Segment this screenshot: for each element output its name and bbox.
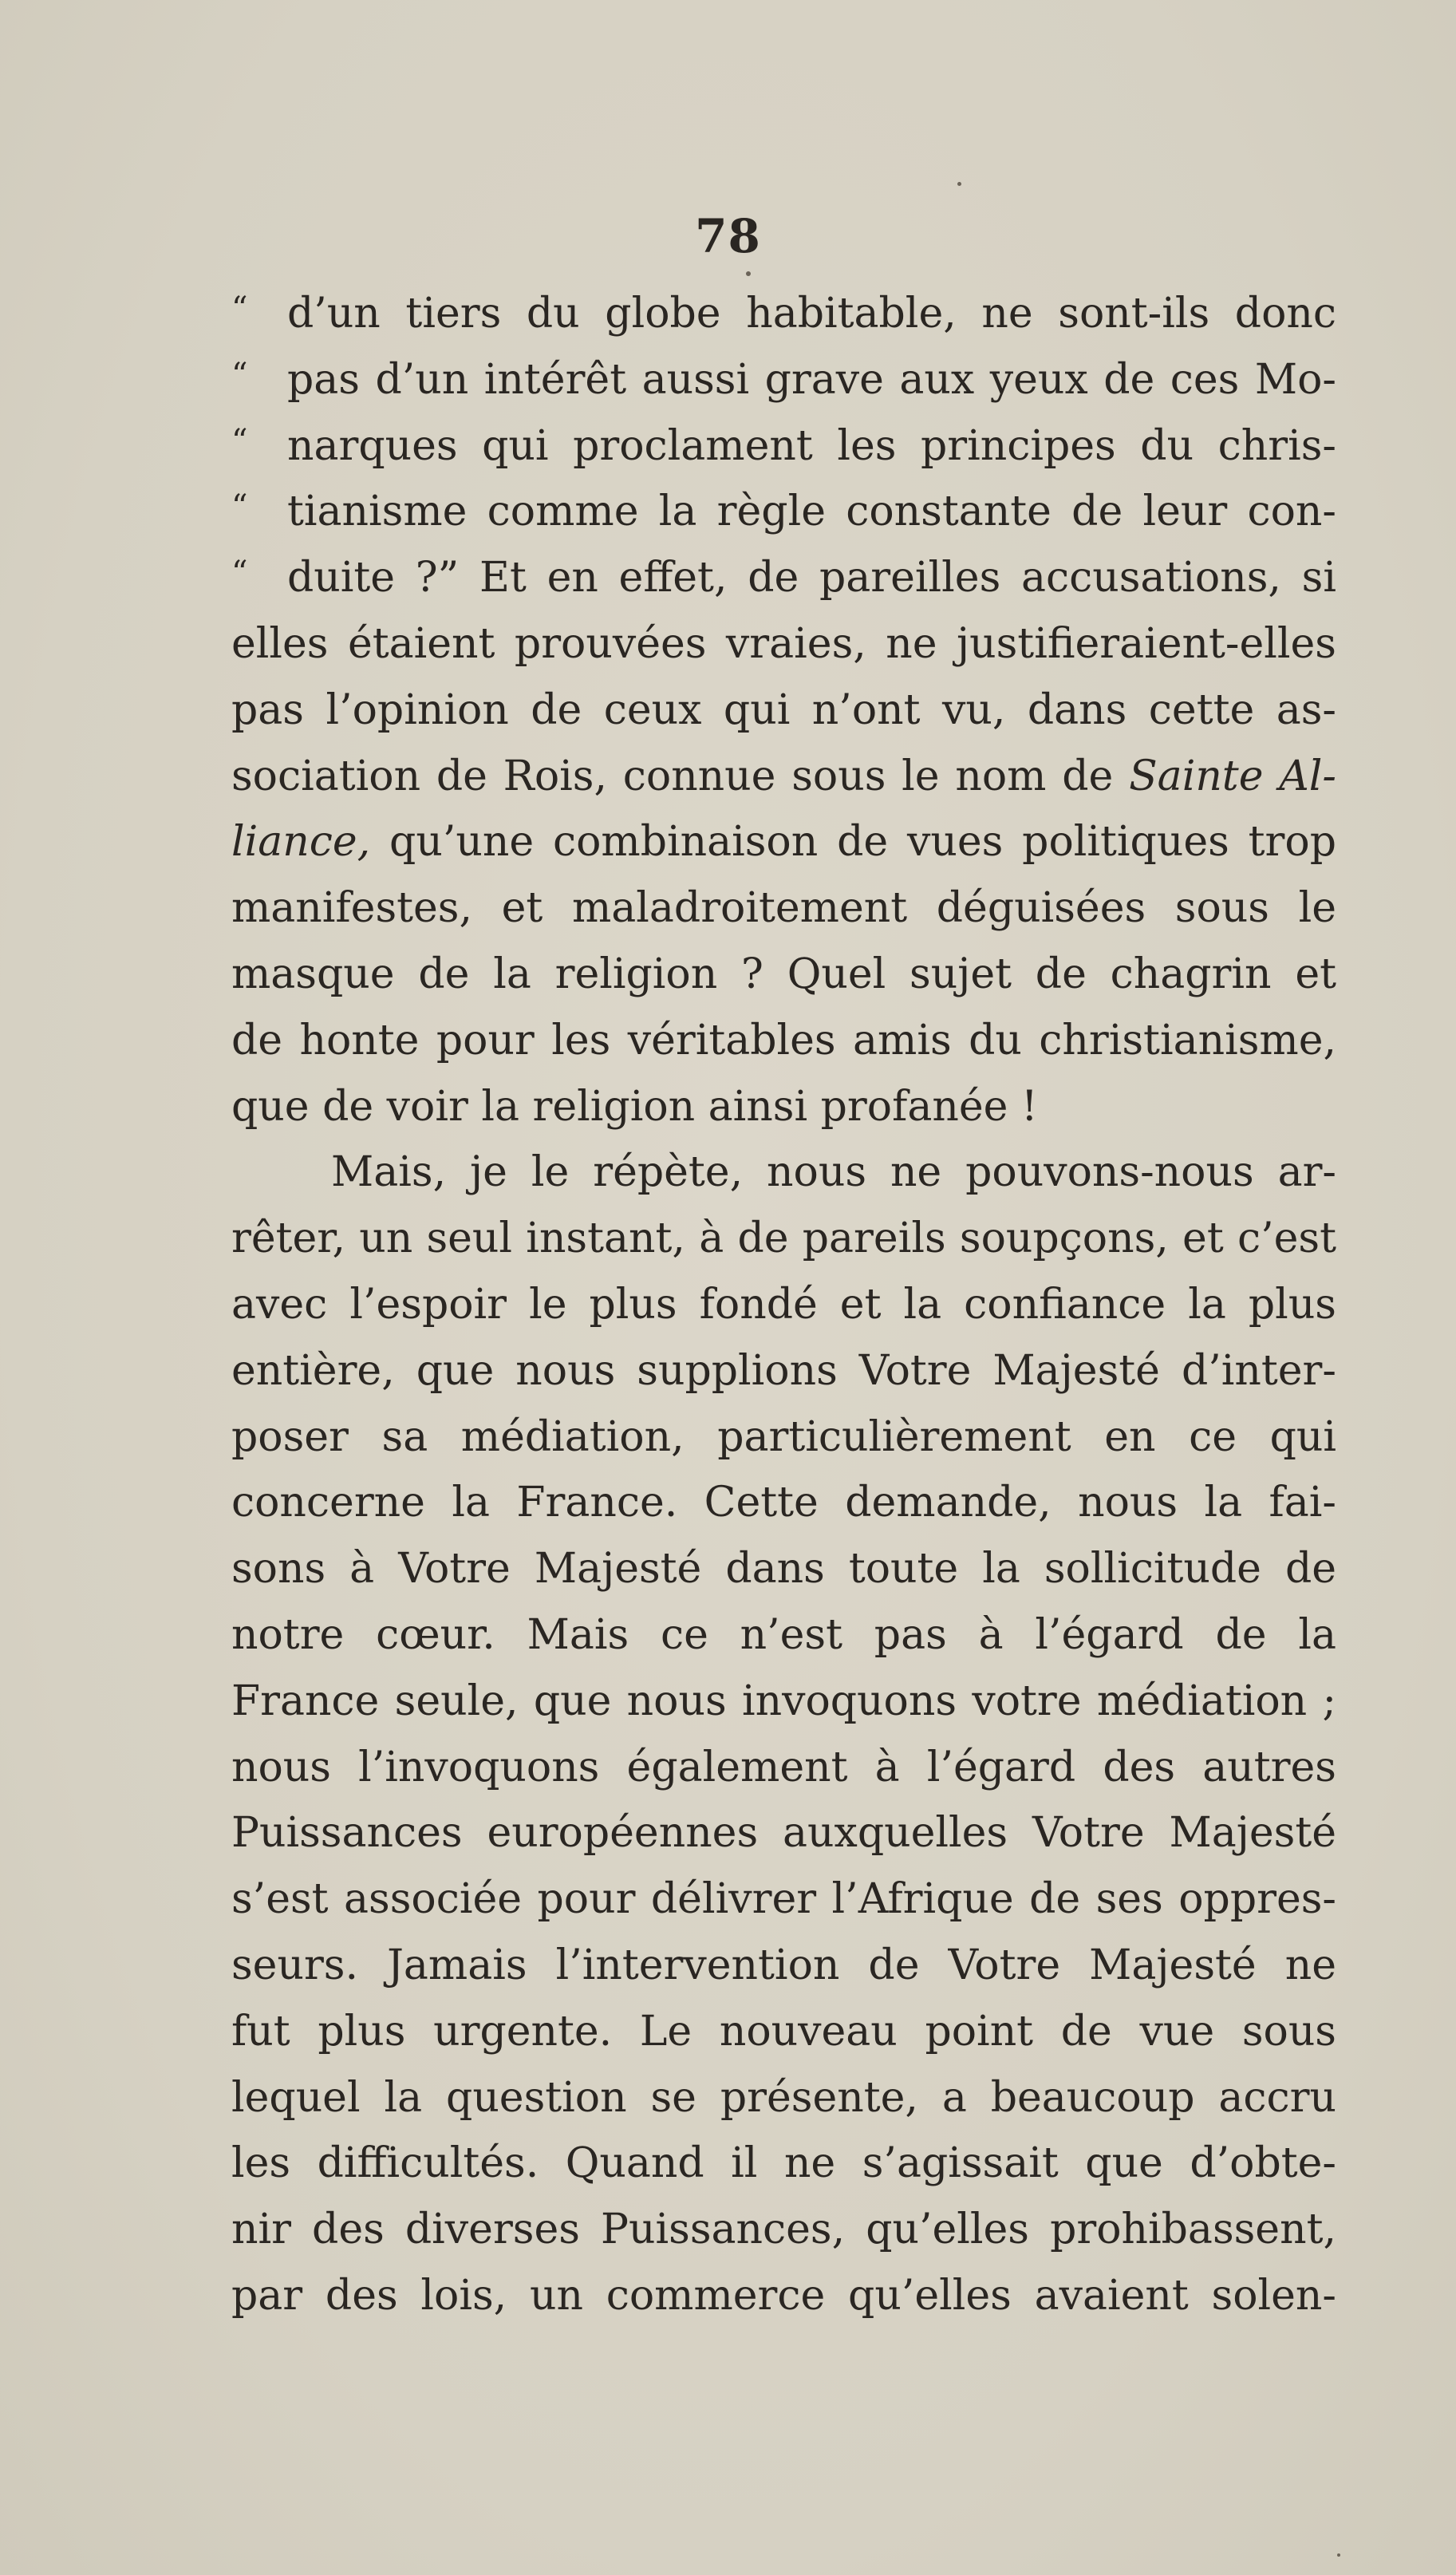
text-line [231, 545, 1336, 611]
page-number: 78 [695, 209, 761, 263]
text-line [231, 942, 1336, 1008]
text-line [231, 1536, 1336, 1602]
text-line [231, 2131, 1336, 2197]
line-text: masque de la religion ? Quel sujet de chagrin et [231, 950, 1336, 998]
italic-text: liance, [231, 818, 371, 867]
line-text: duite ?” Et en effet, de pareilles accusations, si [287, 554, 1336, 602]
text-line [231, 1272, 1336, 1338]
text-line [231, 809, 1336, 875]
line-text: sons à Votre Majesté dans toute la sollicitude de [231, 1545, 1336, 1594]
text-line [231, 677, 1336, 744]
line-text: elles étaient prouvées vraies, ne justifieraient-elles [231, 619, 1336, 668]
text-line [231, 1206, 1336, 1272]
text-line [231, 413, 1336, 480]
line-text: lequel la question se présente, a beaucoup accru [231, 2073, 1336, 2122]
line-text: pas d’un intérêt aussi grave aux yeux de ces Mo- [287, 355, 1336, 404]
text-line [231, 2263, 1336, 2329]
text-line [231, 347, 1336, 413]
line-text: fut plus urgente. Le nouveau point de vue sous [231, 2007, 1336, 2056]
text-line [231, 2197, 1336, 2263]
text-line [231, 1866, 1336, 1933]
quote-mark: “ [231, 356, 248, 393]
text-line [231, 1470, 1336, 1536]
line-text: nous l’invoquons également à l’égard des autres [231, 1743, 1336, 1791]
line-text: rêter, un seul instant, à de pareils soupçons, et c’est [231, 1214, 1336, 1263]
text-line [231, 611, 1336, 677]
text-line [231, 875, 1336, 942]
line-text: que de voir la religion ainsi profanée ! [231, 1082, 1038, 1131]
text-line [231, 744, 1336, 810]
line-text: de honte pour les véritables amis du christianisme, [231, 1016, 1336, 1064]
text-line [231, 479, 1336, 545]
text-line [231, 1669, 1336, 1735]
line-text: qu’une combinaison de vues politiques trop [389, 818, 1336, 867]
italic-text: Sainte Al- [1129, 752, 1336, 800]
text-line [231, 1139, 1336, 1206]
quote-mark: “ [231, 555, 248, 592]
line-text: concerne la France. Cette demande, nous la fai- [231, 1479, 1336, 1527]
line-text: avec l’espoir le plus fondé et la confiance la plus [231, 1280, 1336, 1329]
text-line [231, 1008, 1336, 1074]
quote-mark: “ [231, 488, 248, 526]
line-text: tianisme comme la règle constante de leur con- [287, 488, 1336, 536]
line-text: Puissances européennes auxquelles Votre Majesté [231, 1809, 1336, 1858]
line-text: poser sa médiation, particulièrement en ce qui [231, 1412, 1336, 1461]
quote-mark: “ [231, 422, 248, 460]
text-line [231, 1338, 1336, 1404]
line-text: Mais, je le répète, nous ne pouvons-nous ar- [331, 1148, 1336, 1197]
text-line [231, 1602, 1336, 1669]
line-text: narques qui proclament les principes du chris- [287, 421, 1336, 470]
line-text: par des lois, un commerce qu’elles avaient solen- [231, 2271, 1336, 2320]
paper-speck [957, 182, 961, 186]
text-line [231, 1999, 1336, 2065]
line-text: entière, que nous supplions Votre Majesté d’inter- [231, 1346, 1336, 1395]
text-line [231, 1800, 1336, 1866]
line-text: d’un tiers du globe habitable, ne sont-ils donc [287, 290, 1336, 338]
text-line [231, 1735, 1336, 1801]
body-text [231, 281, 1336, 2329]
line-text: seurs. Jamais l’intervention de Votre Majesté ne [231, 1941, 1336, 1989]
text-line [231, 1933, 1336, 1999]
line-text: notre cœur. Mais ce n’est pas à l’égard de la [231, 1610, 1336, 1659]
text-line [231, 281, 1336, 347]
line-text: sociation de Rois, connue sous le nom de [231, 752, 1114, 800]
line-text: les difficultés. Quand il ne s’agissait que d’obte- [231, 2139, 1336, 2188]
line-text: pas l’opinion de ceux qui n’ont vu, dans cette as- [231, 685, 1336, 734]
paper-speck [1337, 2553, 1340, 2557]
line-text: s’est associée pour délivrer l’Afrique de ses oppres- [231, 1875, 1336, 1924]
text-line [231, 1074, 1336, 1140]
text-line [231, 2065, 1336, 2131]
line-text: nir des diverses Puissances, qu’elles prohibassent, [231, 2206, 1336, 2254]
quote-mark: “ [231, 290, 248, 327]
text-line [231, 1404, 1336, 1471]
paper-speck [746, 271, 751, 276]
line-text: France seule, que nous invoquons votre médiation ; [231, 1677, 1336, 1725]
line-text: manifestes, et maladroitement déguisées sous le [231, 884, 1336, 933]
